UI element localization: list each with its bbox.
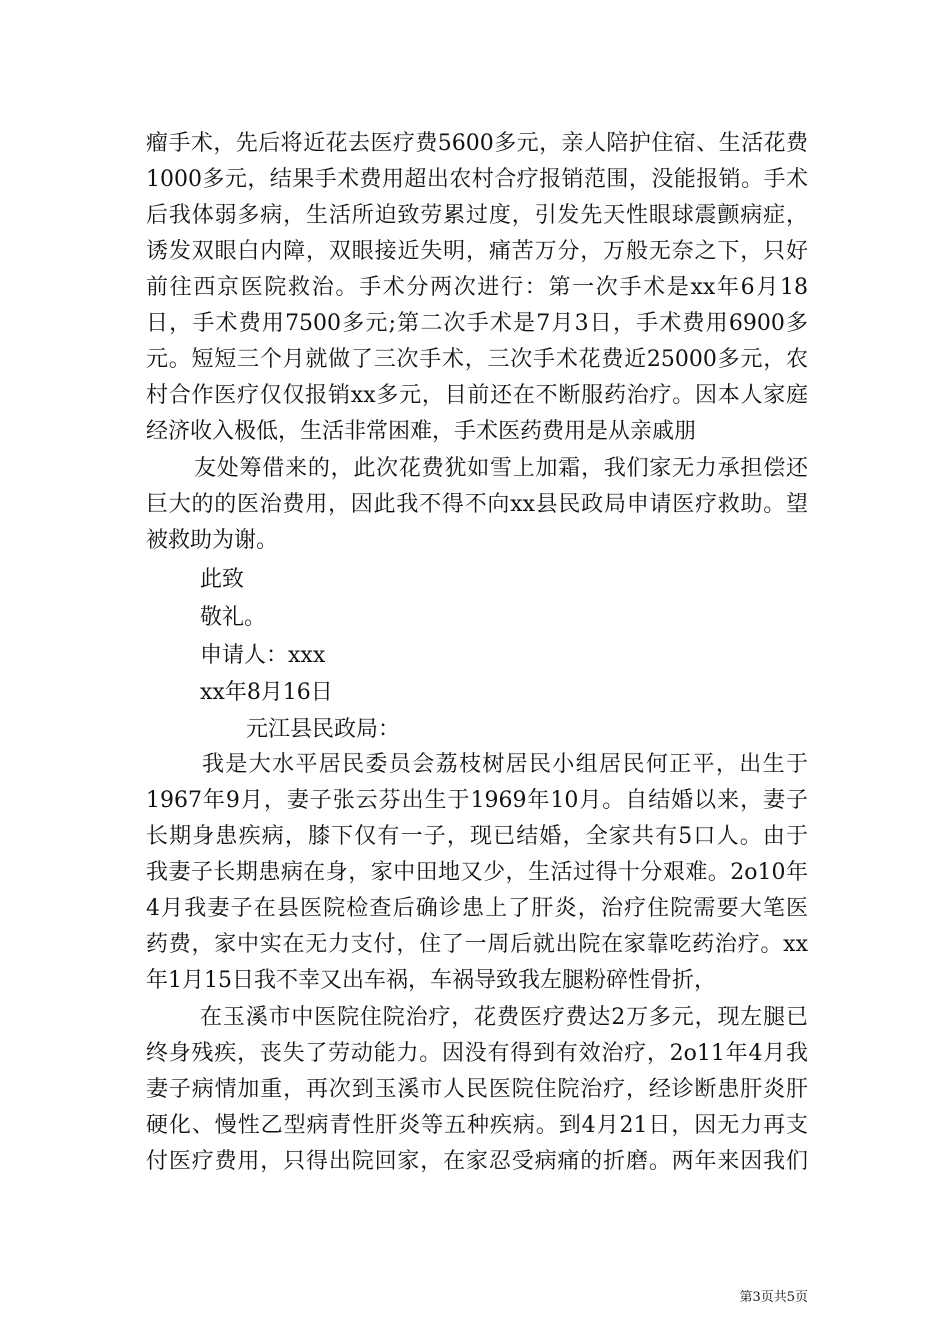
text-line-23: 药费，家中实在无力支付，住了一周后就出院在家靠吃药治疗。xx	[146, 932, 808, 957]
applicant-line: 申请人：xxx	[200, 643, 326, 668]
text-line-20: 长期身患疾病，膝下仅有一子，现已结婚，全家共有5口人。由于	[146, 824, 808, 849]
page-number-footer: 第3页共5页	[739, 1290, 808, 1305]
text-line-26: 终身残疾，丧失了劳动能力。因没有得到有效治疗，2o11年4月我	[146, 1041, 808, 1066]
text-line-19: 1967年9月，妻子张云芬出生于1969年10月。自结婚以来，妻子	[146, 788, 808, 813]
text-line-22: 4月我妻子在县医院检查后确诊患上了肝炎，治疗住院需要大笔医	[146, 896, 808, 921]
text-line-28: 硬化、慢性乙型病青性肝炎等五种疾病。到4月21日，因无力再支	[146, 1113, 808, 1138]
text-line-27: 妻子病情加重，再次到玉溪市人民医院住院治疗，经诊断患肝炎肝	[146, 1077, 808, 1102]
text-line-21: 我妻子长期患病在身，家中田地又少，生活过得十分艰难。2o10年	[146, 860, 808, 885]
text-line-25: 在玉溪市中医院住院治疗，花费医疗费达2万多元，现左腿已	[200, 1005, 808, 1030]
text-line-8: 村合作医疗仅仅报销xx多元，目前还在不断服药治疗。因本人家庭	[146, 383, 808, 408]
text-line-18: 我是大水平居民委员会荔枝树居民小组居民何正平，出生于	[202, 752, 808, 777]
text-line-12: 被救助为谢。	[146, 528, 279, 553]
text-line-5: 前往西京医院救治。手术分两次进行：第一次手术是xx年6月18	[146, 275, 808, 300]
text-line-9: 经济收入极低，生活非常困难，手术医药费用是从亲戚朋	[146, 419, 697, 444]
text-line-10: 友处筹借来的，此次花费犹如雪上加霜，我们家无力承担偿还	[194, 456, 808, 481]
text-line-2: 1000多元，结果手术费用超出农村合疗报销范围，没能报销。手术	[146, 167, 808, 192]
text-line-3: 后我体弱多病，生活所迫致劳累过度，引发先天性眼球震颤病症，	[146, 203, 808, 228]
closing-ci-zhi: 此致	[200, 567, 245, 592]
recipient-line: 元江县民政局：	[246, 717, 401, 742]
text-line-7: 元。短短三个月就做了三次手术，三次手术花费近25000多元，农	[146, 347, 808, 372]
text-line-4: 诱发双眼白内障，双眼接近失明，痛苦万分，万般无奈之下，只好	[146, 239, 808, 264]
closing-jing-li: 敬礼。	[200, 605, 267, 630]
date-line: xx年8月16日	[200, 680, 333, 705]
text-line-29: 付医疗费用，只得出院回家，在家忍受病痛的折磨。两年来因我们	[146, 1149, 808, 1174]
text-line-11: 巨大的的医治费用，因此我不得不向xx县民政局申请医疗救助。望	[146, 492, 808, 517]
text-line-6: 日，手术费用7500多元;第二次手术是7月3日，手术费用6900多	[146, 311, 808, 336]
text-line-24: 年1月15日我不幸又出车祸，车祸导致我左腿粉碎性骨折，	[146, 968, 716, 993]
text-line-1: 瘤手术，先后将近花去医疗费5600多元，亲人陪护住宿、生活花费	[146, 131, 808, 156]
